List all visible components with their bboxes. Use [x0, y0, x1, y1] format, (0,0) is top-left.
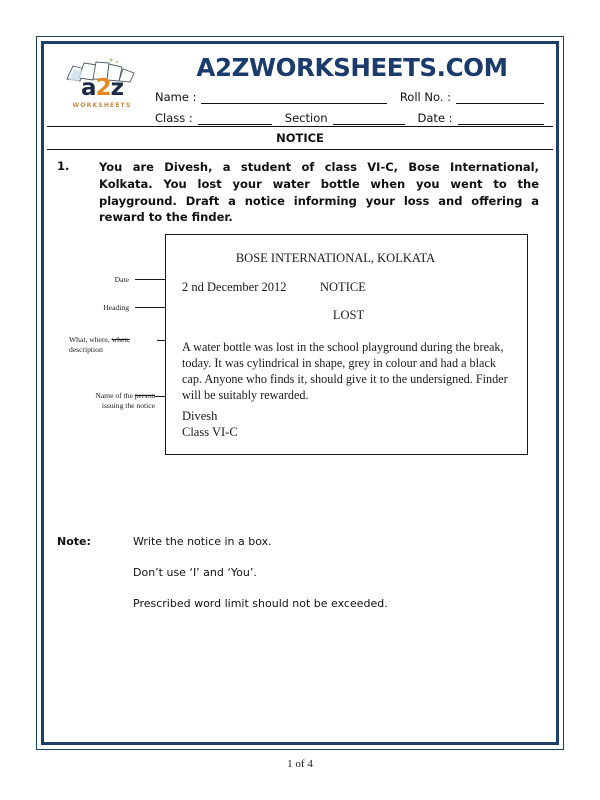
logo-a: a2z	[81, 75, 123, 101]
question-1	[47, 150, 553, 226]
student-info-fields	[155, 83, 547, 125]
annotation-date: Date	[114, 275, 129, 284]
name-label: Name :	[155, 90, 197, 104]
annotation-signer-part2: issuing the notice	[101, 401, 155, 411]
note-key-blank	[57, 566, 133, 579]
note-row-3	[47, 597, 553, 610]
date-label: Date :	[417, 111, 453, 125]
site-title: A2ZWORKSHEETS.COM	[196, 53, 508, 82]
note-label: Note:	[57, 535, 91, 548]
name-input[interactable]	[201, 90, 386, 104]
signature-class: Class VI-C	[182, 425, 238, 440]
worksheet-page	[47, 47, 553, 739]
logo-wordmark	[59, 75, 145, 101]
note-item-3: Prescribed word limit should not be exceeded.	[133, 597, 388, 610]
date-input[interactable]	[458, 111, 544, 125]
annotation-signer	[69, 391, 155, 412]
notice-institution: BOSE INTERNATIONAL, KOLKATA	[235, 251, 436, 265]
class-label: Class :	[155, 111, 193, 125]
logo-subtext: WORKSHEETS	[72, 102, 132, 109]
question-text: You are Divesh, a student of class VI-C, Bose International, Kolkata. You lost your water bottle when you went to the playground. Draft a notice informing your loss and offering a reward to the finder.	[99, 160, 539, 225]
annotation-description-part2: description	[69, 345, 103, 355]
section-input[interactable]	[333, 111, 405, 125]
note-section	[47, 535, 553, 628]
notice-signature	[182, 408, 238, 441]
page-footer: 1 of 4	[287, 758, 313, 770]
page-border-outer	[36, 36, 564, 750]
signature-name: Divesh	[182, 409, 218, 423]
page-border-inner	[41, 41, 559, 745]
notice-word: NOTICE	[320, 280, 366, 294]
notice-heading: LOST	[332, 308, 365, 322]
section-label: Section	[284, 111, 328, 125]
a2z-logo	[57, 57, 147, 119]
sample-notice-diagram	[47, 223, 553, 483]
note-item-2: Don’t use ‘I’ and ‘You’.	[133, 566, 257, 579]
notice-box	[165, 234, 528, 455]
class-input[interactable]	[198, 111, 272, 125]
note-key-blank	[57, 597, 133, 610]
question-number: 1.	[57, 159, 70, 173]
note-row-1	[47, 535, 553, 548]
roll-input[interactable]	[456, 90, 544, 104]
annotation-heading: Heading	[103, 303, 129, 312]
note-item-1: Write the notice in a box.	[133, 535, 272, 548]
annotation-description	[69, 335, 155, 356]
note-row-2	[47, 566, 553, 579]
annotation-description-part1: What, where,	[69, 335, 110, 344]
field-row-name	[155, 83, 547, 104]
field-row-class	[155, 104, 547, 125]
worksheet-header	[47, 47, 553, 127]
notice-body: A water bottle was lost in the school playground during the break, today. It was cylindrical in shape, grey in colour and had a black cap. Anyone who finds it, should give it to the undersigned. Finder will be suitably rewarded.	[182, 340, 508, 402]
topic-title: NOTICE	[47, 127, 553, 150]
notice-date: 2 nd December 2012	[182, 280, 287, 294]
annotation-signer-struck: person	[134, 391, 155, 400]
annotation-description-struck: when,	[111, 335, 130, 344]
annotation-signer-part1: Name of the	[95, 391, 133, 400]
roll-label: Roll No. :	[399, 90, 451, 104]
